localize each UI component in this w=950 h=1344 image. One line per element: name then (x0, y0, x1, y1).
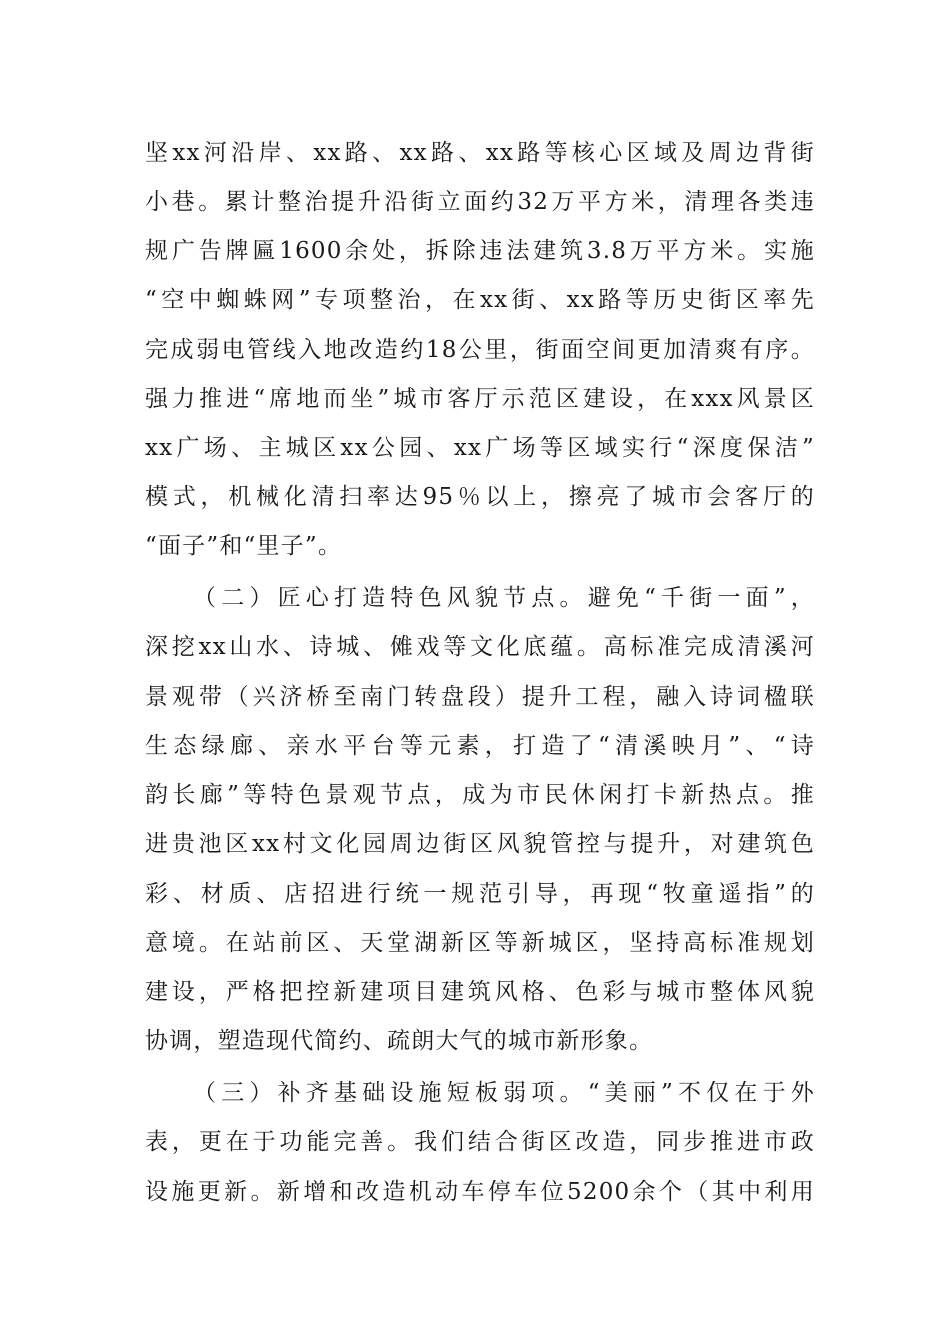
text-line: 意境。在站前区、天堂湖新区等新城区，坚持高标准规划 (145, 930, 815, 956)
text-line: 景观带（兴济桥至南门转盘段）提升工程，融入诗词楹联 (145, 684, 815, 710)
text-line: 小巷。累计整治提升沿街立面约32万平方米，清理各类违 (145, 189, 815, 215)
text-line: 设施更新。新增和改造机动车停车位5200余个（其中利用 (145, 1179, 815, 1205)
text-line: 进贵池区xx村文化园周边街区风貌管控与提升，对建筑色 (145, 831, 815, 857)
section-heading-line: （二）匠心打造特色风貌节点。避免“千街一面”， (193, 585, 815, 611)
text-line: “空中蜘蛛网”专项整治，在xx街、xx路等历史街区率先 (145, 287, 815, 313)
text-line: 深挖xx山水、诗城、傩戏等文化底蕴。高标准完成清溪河 (145, 634, 815, 660)
text-line: xx广场、主城区xx公园、xx广场等区域实行“深度保洁” (145, 435, 815, 461)
text-line: 完成弱电管线入地改造约18公里，街面空间更加清爽有序。 (145, 337, 815, 363)
text-line: 协调，塑造现代简约、疏朗大气的城市新形象。 (145, 1028, 654, 1054)
text-line: 强力推进“席地而坐”城市客厅示范区建设，在xxx风景区 (145, 386, 815, 412)
text-line: 模式，机械化清扫率达95％以上，擦亮了城市会客厅的 (145, 484, 815, 510)
text-line: 规广告牌匾1600余处，拆除违法建筑3.8万平方米。实施 (145, 238, 815, 264)
text-line: “面子”和“里子”。 (145, 533, 343, 559)
text-line: 彩、材质、店招进行统一规范引导，再现“牧童遥指”的 (145, 881, 815, 907)
text-line: 表，更在于功能完善。我们结合街区改造，同步推进市政 (145, 1129, 815, 1155)
text-line: 坚xx河沿岸、xx路、xx路、xx路等核心区域及周边背街 (145, 140, 815, 166)
text-line: 生态绿廊、亲水平台等元素，打造了“清溪映月”、“诗 (145, 733, 815, 759)
section-heading-line: （三）补齐基础设施短板弱项。“美丽”不仅在于外 (193, 1080, 815, 1106)
text-line: 韵长廊”等特色景观节点，成为市民休闲打卡新热点。推 (145, 782, 815, 808)
text-line: 建设，严格把控新建项目建筑风格、色彩与城市整体风貌 (145, 979, 815, 1005)
